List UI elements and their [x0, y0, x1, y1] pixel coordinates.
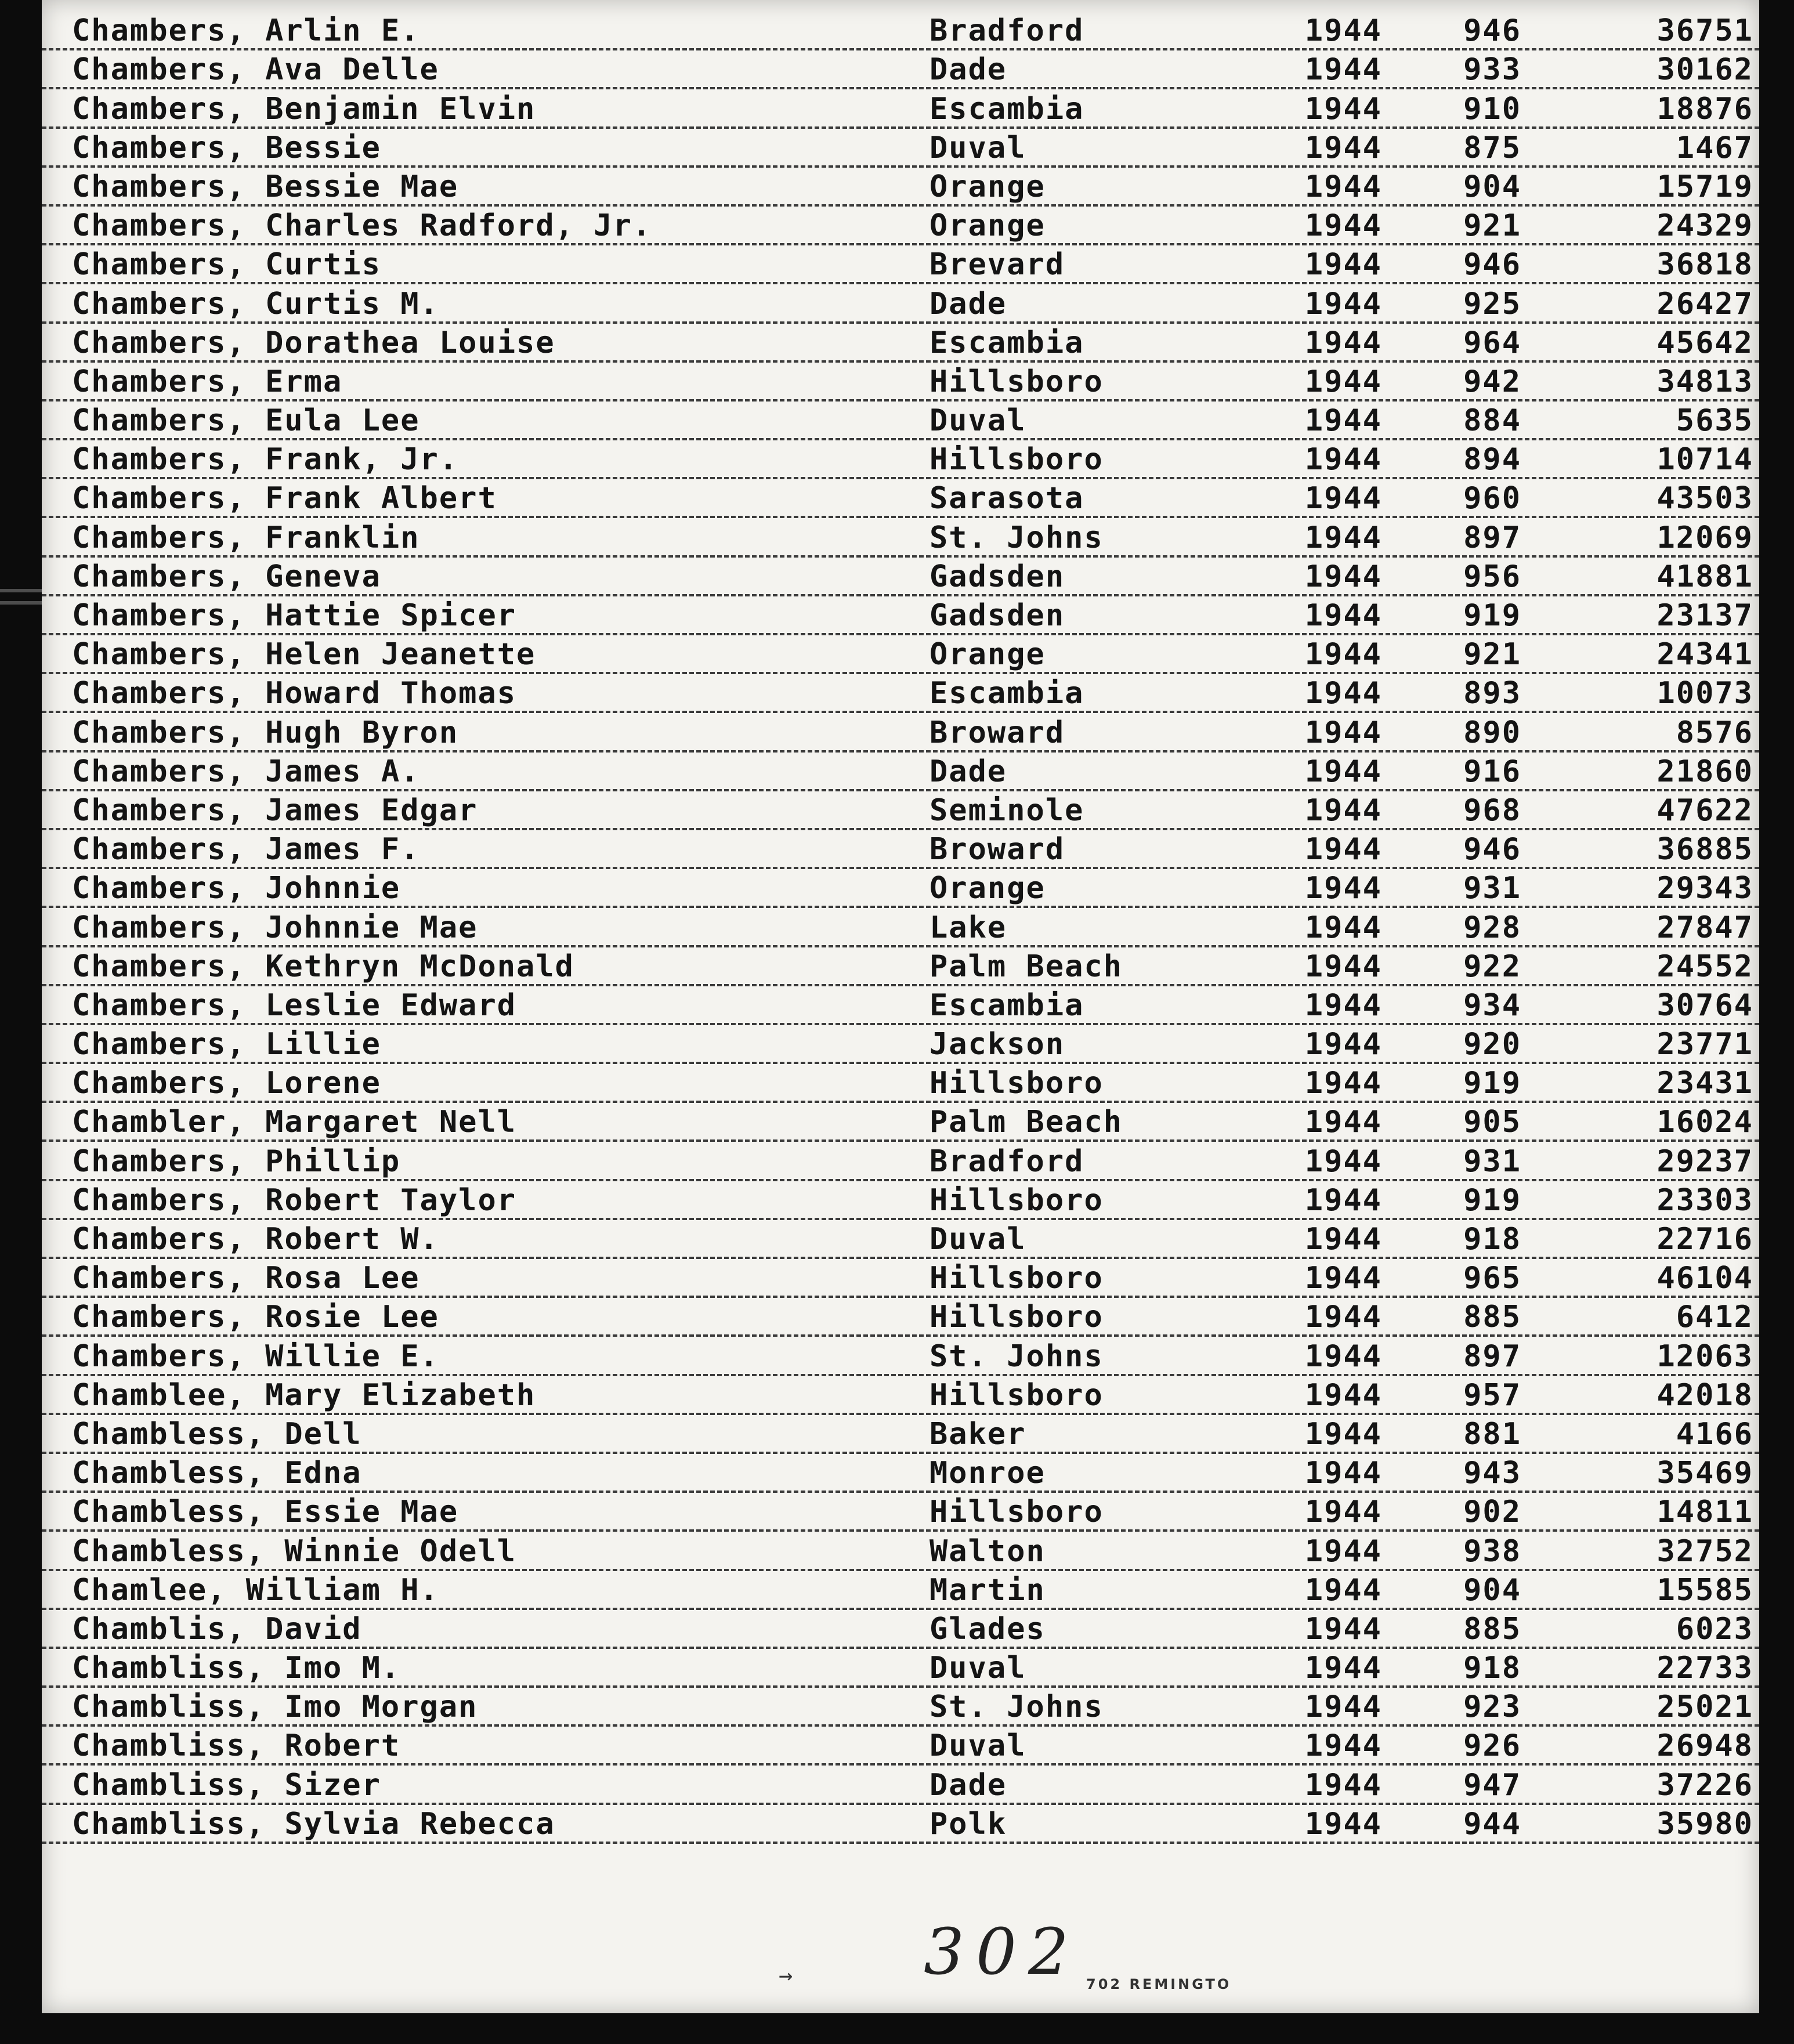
record-county: Orange [929, 637, 1046, 672]
record-county: Glades [929, 1611, 1046, 1647]
record-county: Polk [929, 1806, 1007, 1842]
record-volume: 946 [1463, 832, 1521, 867]
record-row [42, 168, 1759, 207]
record-year: 1944 [1304, 286, 1382, 321]
record-year: 1944 [1304, 676, 1382, 711]
record-county: Hillsboro [929, 1300, 1104, 1335]
record-certificate: 18876 [1656, 91, 1753, 126]
record-county: Broward [929, 832, 1065, 867]
record-county: Escambia [929, 676, 1084, 711]
record-name: Chambers, Johnnie Mae [72, 910, 478, 945]
record-year: 1944 [1304, 1651, 1382, 1686]
record-year: 1944 [1304, 1066, 1382, 1101]
record-name: Chambers, Dorathea Louise [72, 325, 555, 360]
record-row [42, 129, 1759, 168]
record-year: 1944 [1304, 52, 1382, 88]
record-certificate: 32752 [1656, 1533, 1753, 1569]
record-volume: 968 [1463, 793, 1521, 828]
record-year: 1944 [1304, 1767, 1382, 1803]
record-year: 1944 [1304, 364, 1382, 399]
record-certificate: 15719 [1656, 169, 1753, 204]
record-volume: 885 [1463, 1611, 1521, 1647]
record-row [42, 1298, 1759, 1337]
record-year: 1944 [1304, 598, 1382, 633]
record-volume: 957 [1463, 1377, 1521, 1413]
record-year: 1944 [1304, 1533, 1382, 1569]
record-row [42, 830, 1759, 869]
record-certificate: 4166 [1676, 1416, 1753, 1452]
record-year: 1944 [1304, 1105, 1382, 1140]
record-county: Dade [929, 1767, 1007, 1803]
document-page [42, 0, 1759, 2013]
record-county: Duval [929, 403, 1026, 439]
record-certificate: 16024 [1656, 1105, 1753, 1140]
record-volume: 931 [1463, 871, 1521, 906]
record-year: 1944 [1304, 832, 1382, 867]
record-volume: 902 [1463, 1495, 1521, 1530]
record-name: Chamblee, Mary Elizabeth [72, 1377, 536, 1413]
record-year: 1944 [1304, 949, 1382, 984]
record-county: Hillsboro [929, 1261, 1104, 1296]
record-volume: 916 [1463, 754, 1521, 789]
record-name: Chambers, Rosie Lee [72, 1300, 439, 1335]
record-row [42, 1493, 1759, 1532]
record-volume: 875 [1463, 130, 1521, 165]
record-row [42, 596, 1759, 635]
record-name: Chambers, Erma [72, 364, 343, 399]
record-county: Hillsboro [929, 1182, 1104, 1218]
record-row [42, 1142, 1759, 1181]
record-volume: 910 [1463, 91, 1521, 126]
record-row [42, 1805, 1759, 1844]
record-certificate: 24341 [1656, 637, 1753, 672]
record-year: 1944 [1304, 91, 1382, 126]
record-certificate: 26948 [1656, 1728, 1753, 1764]
record-certificate: 30162 [1656, 52, 1753, 88]
record-certificate: 36751 [1656, 13, 1753, 49]
record-certificate: 35980 [1656, 1806, 1753, 1842]
record-county: Dade [929, 754, 1007, 789]
record-name: Chambliss, Sylvia Rebecca [72, 1806, 555, 1842]
record-certificate: 21860 [1656, 754, 1753, 789]
record-volume: 920 [1463, 1027, 1521, 1062]
record-volume: 881 [1463, 1416, 1521, 1452]
record-county: Gadsden [929, 559, 1065, 594]
record-row [42, 207, 1759, 245]
record-volume: 922 [1463, 949, 1521, 984]
record-row [42, 753, 1759, 791]
record-county: Escambia [929, 325, 1084, 360]
record-name: Chamlee, William H. [72, 1572, 439, 1608]
record-row [42, 50, 1759, 89]
record-volume: 946 [1463, 13, 1521, 49]
record-county: Sarasota [929, 481, 1084, 516]
record-county: Escambia [929, 987, 1084, 1023]
record-row [42, 1571, 1759, 1610]
record-volume: 926 [1463, 1728, 1521, 1764]
record-row [42, 869, 1759, 908]
record-name: Chambless, Essie Mae [72, 1495, 459, 1530]
record-county: Dade [929, 52, 1007, 88]
record-certificate: 14811 [1656, 1495, 1753, 1530]
record-year: 1944 [1304, 1338, 1382, 1374]
record-name: Chambers, Arlin E. [72, 13, 420, 49]
record-volume: 897 [1463, 1338, 1521, 1374]
record-volume: 918 [1463, 1651, 1521, 1686]
record-year: 1944 [1304, 1806, 1382, 1842]
record-row [42, 1259, 1759, 1298]
record-county: Palm Beach [929, 949, 1123, 984]
record-volume: 965 [1463, 1261, 1521, 1296]
record-county: St. Johns [929, 1338, 1104, 1374]
record-name: Chambers, Ava Delle [72, 52, 439, 88]
record-certificate: 43503 [1656, 481, 1753, 516]
record-year: 1944 [1304, 754, 1382, 789]
record-certificate: 37226 [1656, 1767, 1753, 1803]
record-certificate: 6412 [1676, 1300, 1753, 1335]
record-year: 1944 [1304, 559, 1382, 594]
record-county: Lake [929, 910, 1007, 945]
record-year: 1944 [1304, 1377, 1382, 1413]
record-name: Chambers, Helen Jeanette [72, 637, 536, 672]
record-year: 1944 [1304, 1261, 1382, 1296]
record-year: 1944 [1304, 1611, 1382, 1647]
record-certificate: 41881 [1656, 559, 1753, 594]
record-row [42, 1688, 1759, 1727]
record-row [42, 89, 1759, 128]
record-county: St. Johns [929, 1690, 1104, 1725]
record-name: Chambless, Dell [72, 1416, 362, 1452]
record-volume: 890 [1463, 715, 1521, 750]
record-volume: 919 [1463, 1182, 1521, 1218]
record-volume: 942 [1463, 364, 1521, 399]
record-certificate: 45642 [1656, 325, 1753, 360]
record-county: Escambia [929, 91, 1084, 126]
record-county: Baker [929, 1416, 1026, 1452]
record-list [42, 12, 1759, 1844]
record-year: 1944 [1304, 1416, 1382, 1452]
record-certificate: 36885 [1656, 832, 1753, 867]
record-row [42, 1103, 1759, 1142]
record-name: Chambers, Robert W. [72, 1222, 439, 1257]
record-volume: 946 [1463, 247, 1521, 283]
record-year: 1944 [1304, 442, 1382, 477]
record-volume: 904 [1463, 1572, 1521, 1608]
record-volume: 944 [1463, 1806, 1521, 1842]
record-year: 1944 [1304, 481, 1382, 516]
record-year: 1944 [1304, 247, 1382, 283]
record-volume: 905 [1463, 1105, 1521, 1140]
record-name: Chambliss, Robert [72, 1728, 401, 1764]
record-certificate: 23431 [1656, 1066, 1753, 1101]
record-name: Chambers, Kethryn McDonald [72, 949, 574, 984]
record-certificate: 36818 [1656, 247, 1753, 283]
scan-streak [0, 589, 42, 592]
record-row [42, 791, 1759, 830]
record-year: 1944 [1304, 1572, 1382, 1608]
record-year: 1944 [1304, 793, 1382, 828]
record-row [42, 1610, 1759, 1649]
record-county: Duval [929, 1651, 1026, 1686]
record-year: 1944 [1304, 1728, 1382, 1764]
record-year: 1944 [1304, 130, 1382, 165]
record-row [42, 1220, 1759, 1259]
record-county: Monroe [929, 1456, 1046, 1491]
record-volume: 921 [1463, 208, 1521, 244]
record-certificate: 30764 [1656, 987, 1753, 1023]
record-county: Duval [929, 130, 1026, 165]
record-certificate: 27847 [1656, 910, 1753, 945]
record-year: 1944 [1304, 169, 1382, 204]
record-name: Chambler, Margaret Nell [72, 1105, 517, 1140]
record-certificate: 23771 [1656, 1027, 1753, 1062]
record-name: Chambliss, Imo Morgan [72, 1690, 478, 1725]
record-row [42, 1454, 1759, 1493]
record-county: Orange [929, 871, 1046, 906]
record-certificate: 34813 [1656, 364, 1753, 399]
record-name: Chambers, Hugh Byron [72, 715, 459, 750]
record-year: 1944 [1304, 1182, 1382, 1218]
record-year: 1944 [1304, 208, 1382, 244]
record-year: 1944 [1304, 1690, 1382, 1725]
record-certificate: 47622 [1656, 793, 1753, 828]
record-row [42, 440, 1759, 479]
record-row [42, 1415, 1759, 1454]
record-row [42, 12, 1759, 50]
record-name: Chambers, Frank, Jr. [72, 442, 459, 477]
record-certificate: 46104 [1656, 1261, 1753, 1296]
record-county: Bradford [929, 13, 1084, 49]
record-volume: 964 [1463, 325, 1521, 360]
record-certificate: 42018 [1656, 1377, 1753, 1413]
record-name: Chambers, Lillie [72, 1027, 381, 1062]
record-row [42, 1025, 1759, 1064]
record-certificate: 26427 [1656, 286, 1753, 321]
record-volume: 933 [1463, 52, 1521, 88]
record-name: Chambers, Leslie Edward [72, 987, 517, 1023]
record-certificate: 22716 [1656, 1222, 1753, 1257]
record-volume: 918 [1463, 1222, 1521, 1257]
record-volume: 943 [1463, 1456, 1521, 1491]
record-volume: 923 [1463, 1690, 1521, 1725]
handwritten-page-number: 302 [924, 1915, 1080, 1989]
record-name: Chambers, Geneva [72, 559, 381, 594]
record-certificate: 12069 [1656, 520, 1753, 555]
record-year: 1944 [1304, 1222, 1382, 1257]
record-volume: 956 [1463, 559, 1521, 594]
record-name: Chambers, Franklin [72, 520, 420, 555]
record-county: Dade [929, 286, 1007, 321]
record-row [42, 401, 1759, 440]
record-row [42, 1181, 1759, 1220]
record-county: Hillsboro [929, 1495, 1104, 1530]
record-row [42, 1376, 1759, 1415]
record-name: Chambers, Howard Thomas [72, 676, 517, 711]
record-year: 1944 [1304, 715, 1382, 750]
record-county: Martin [929, 1572, 1046, 1608]
record-name: Chambers, Johnnie [72, 871, 401, 906]
record-year: 1944 [1304, 871, 1382, 906]
record-row [42, 1766, 1759, 1804]
record-row [42, 635, 1759, 674]
record-certificate: 29343 [1656, 871, 1753, 906]
record-certificate: 10073 [1656, 676, 1753, 711]
record-row [42, 1064, 1759, 1103]
record-certificate: 1467 [1676, 130, 1753, 165]
record-year: 1944 [1304, 637, 1382, 672]
record-certificate: 24552 [1656, 949, 1753, 984]
record-name: Chambless, Edna [72, 1456, 362, 1491]
record-name: Chambers, James F. [72, 832, 420, 867]
record-row [42, 1337, 1759, 1376]
record-volume: 960 [1463, 481, 1521, 516]
record-certificate: 24329 [1656, 208, 1753, 244]
record-county: Hillsboro [929, 1066, 1104, 1101]
record-name: Chambers, Rosa Lee [72, 1261, 420, 1296]
typewriter-imprint: 702 REMINGTO [1086, 1976, 1232, 1992]
record-row [42, 518, 1759, 557]
record-name: Chambers, Curtis M. [72, 286, 439, 321]
record-year: 1944 [1304, 520, 1382, 555]
record-year: 1944 [1304, 1300, 1382, 1335]
record-row [42, 1649, 1759, 1688]
record-name: Chambless, Winnie Odell [72, 1533, 517, 1569]
record-row [42, 324, 1759, 363]
record-county: Duval [929, 1728, 1026, 1764]
record-county: Orange [929, 208, 1046, 244]
record-name: Chambliss, Imo M. [72, 1651, 401, 1686]
record-name: Chambers, Phillip [72, 1144, 401, 1179]
record-year: 1944 [1304, 403, 1382, 439]
record-volume: 885 [1463, 1300, 1521, 1335]
record-county: Hillsboro [929, 364, 1104, 399]
record-county: Gadsden [929, 598, 1065, 633]
record-volume: 931 [1463, 1144, 1521, 1179]
record-row [42, 245, 1759, 284]
record-row [42, 1727, 1759, 1766]
record-county: Hillsboro [929, 1377, 1104, 1413]
record-volume: 893 [1463, 676, 1521, 711]
record-certificate: 23137 [1656, 598, 1753, 633]
record-row [42, 284, 1759, 323]
record-year: 1944 [1304, 325, 1382, 360]
record-county: Seminole [929, 793, 1084, 828]
record-row [42, 1532, 1759, 1571]
record-volume: 928 [1463, 910, 1521, 945]
record-county: Hillsboro [929, 442, 1104, 477]
record-certificate: 23303 [1656, 1182, 1753, 1218]
record-county: Broward [929, 715, 1065, 750]
record-year: 1944 [1304, 1144, 1382, 1179]
record-county: St. Johns [929, 520, 1104, 555]
record-name: Chambers, James A. [72, 754, 420, 789]
record-certificate: 25021 [1656, 1690, 1753, 1725]
record-name: Chambers, Robert Taylor [72, 1182, 517, 1218]
record-certificate: 35469 [1656, 1456, 1753, 1491]
record-row [42, 558, 1759, 596]
record-volume: 921 [1463, 637, 1521, 672]
record-certificate: 12063 [1656, 1338, 1753, 1374]
record-row [42, 713, 1759, 752]
record-row [42, 986, 1759, 1025]
record-year: 1944 [1304, 1495, 1382, 1530]
record-volume: 934 [1463, 987, 1521, 1023]
record-name: Chambliss, Sizer [72, 1767, 381, 1803]
record-name: Chambers, Lorene [72, 1066, 381, 1101]
record-row [42, 363, 1759, 401]
record-county: Brevard [929, 247, 1065, 283]
record-county: Duval [929, 1222, 1026, 1257]
record-name: Chambers, James Edgar [72, 793, 478, 828]
record-volume: 919 [1463, 1066, 1521, 1101]
record-name: Chambers, Eula Lee [72, 403, 420, 439]
record-volume: 884 [1463, 403, 1521, 439]
record-certificate: 6023 [1676, 1611, 1753, 1647]
record-row [42, 947, 1759, 986]
record-name: Chambers, Curtis [72, 247, 381, 283]
record-certificate: 8576 [1676, 715, 1753, 750]
record-volume: 894 [1463, 442, 1521, 477]
record-certificate: 29237 [1656, 1144, 1753, 1179]
record-year: 1944 [1304, 1456, 1382, 1491]
record-year: 1944 [1304, 13, 1382, 49]
record-volume: 925 [1463, 286, 1521, 321]
record-year: 1944 [1304, 987, 1382, 1023]
record-row [42, 479, 1759, 518]
record-name: Chambers, Bessie [72, 130, 381, 165]
record-county: Palm Beach [929, 1105, 1123, 1140]
record-row [42, 674, 1759, 713]
record-county: Orange [929, 169, 1046, 204]
record-year: 1944 [1304, 1027, 1382, 1062]
scan-streak [0, 601, 42, 605]
record-county: Walton [929, 1533, 1046, 1569]
record-name: Chambers, Bessie Mae [72, 169, 459, 204]
record-county: Bradford [929, 1144, 1084, 1179]
record-row [42, 908, 1759, 947]
record-volume: 919 [1463, 598, 1521, 633]
record-name: Chambers, Hattie Spicer [72, 598, 517, 633]
record-certificate: 10714 [1656, 442, 1753, 477]
record-county: Jackson [929, 1027, 1065, 1062]
record-year: 1944 [1304, 910, 1382, 945]
record-name: Chambers, Benjamin Elvin [72, 91, 536, 126]
record-name: Chambers, Frank Albert [72, 481, 497, 516]
record-volume: 947 [1463, 1767, 1521, 1803]
record-volume: 897 [1463, 520, 1521, 555]
record-volume: 938 [1463, 1533, 1521, 1569]
record-certificate: 22733 [1656, 1651, 1753, 1686]
record-name: Chambers, Willie E. [72, 1338, 439, 1374]
record-name: Chambers, Charles Radford, Jr. [72, 208, 652, 244]
record-name: Chamblis, David [72, 1611, 362, 1647]
pen-mark: → [779, 1962, 793, 1989]
record-certificate: 15585 [1656, 1572, 1753, 1608]
record-certificate: 5635 [1676, 403, 1753, 439]
record-volume: 904 [1463, 169, 1521, 204]
